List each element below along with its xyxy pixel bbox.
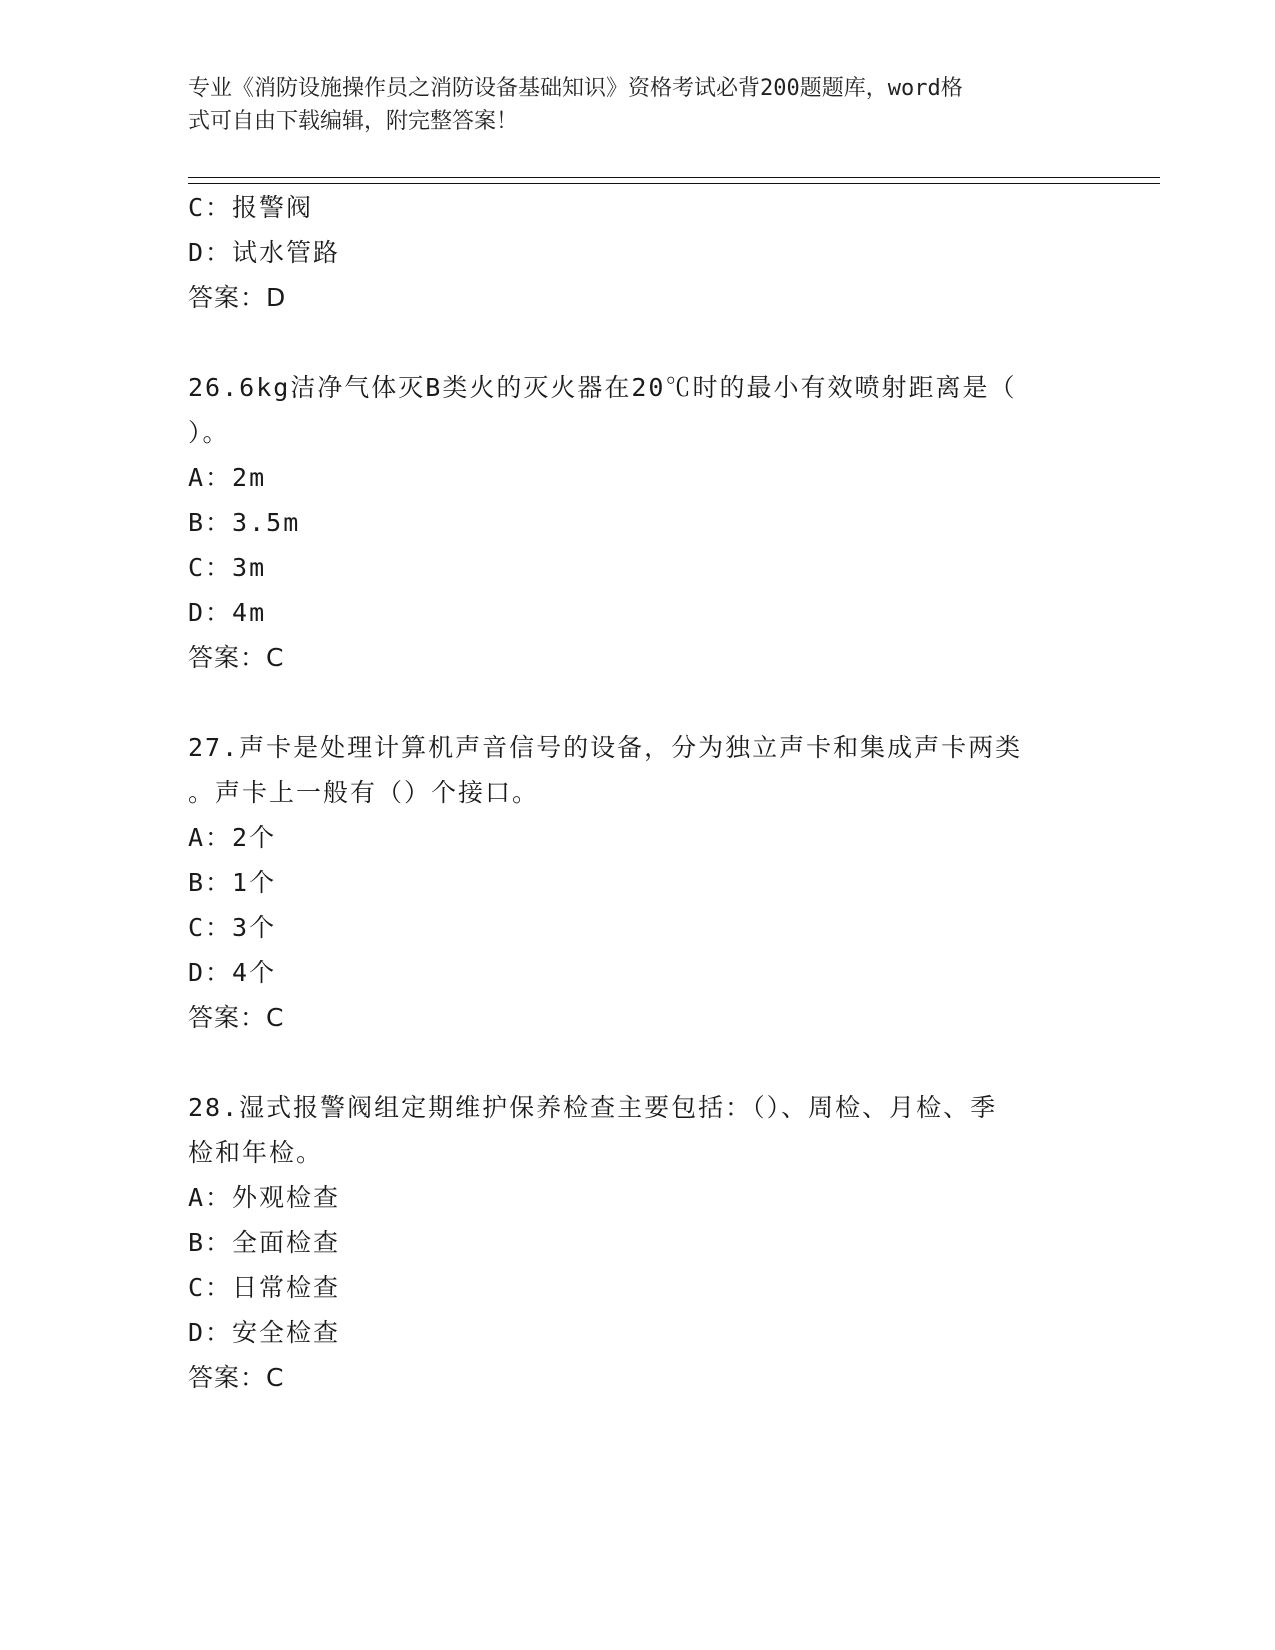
q27-option-c: C：3个 (188, 913, 277, 942)
q26-answer: 答案：C (188, 643, 285, 672)
q28-stem-line-2: 检和年检。 (188, 1138, 324, 1167)
prev-option-c: C：报警阀 (188, 193, 314, 222)
header-divider-top (188, 177, 1160, 178)
header-title-line-2: 式可自由下载编辑，附完整答案！ (188, 109, 519, 134)
document-header (188, 72, 1088, 138)
q26-option-d: D：4m (188, 598, 267, 627)
q28-option-a: A：外观检查 (188, 1183, 341, 1212)
header-title-line-1: 专业《消防设施操作员之消防设备基础知识》资格考试必背200题题库，word格 (188, 76, 963, 101)
q27-answer: 答案：C (188, 1003, 285, 1032)
q26-option-c: C：3m (188, 553, 267, 582)
q28-option-d: D：安全检查 (188, 1318, 341, 1347)
q28-stem-line-1: 28.湿式报警阀组定期维护保养检查主要包括：（）、周检、月检、季 (188, 1093, 998, 1122)
q28-option-b: B：全面检查 (188, 1228, 341, 1257)
prev-option-d: D：试水管路 (188, 238, 341, 267)
q26-stem-line-2: ）。 (188, 418, 230, 447)
q28-answer: 答案：C (188, 1363, 285, 1392)
q26-option-a: A：2m (188, 463, 267, 492)
q27-stem-line-1: 27.声卡是处理计算机声音信号的设备，分为独立声卡和集成声卡两类 (188, 733, 1023, 762)
q28-option-c: C：日常检查 (188, 1273, 341, 1302)
q27-option-a: A：2个 (188, 823, 277, 852)
q26-option-b: B：3.5m (188, 508, 301, 537)
header-divider-bottom (188, 183, 1160, 184)
prev-answer: 答案：D (188, 283, 287, 312)
q27-stem-line-2: 。声卡上一般有（）个接口。 (188, 778, 540, 807)
q27-option-d: D：4个 (188, 958, 277, 987)
q27-option-b: B：1个 (188, 868, 277, 897)
q26-stem-line-1: 26.6kg洁净气体灭B类火的灭火器在20℃时的最小有效喷射距离是（ (188, 373, 1017, 402)
